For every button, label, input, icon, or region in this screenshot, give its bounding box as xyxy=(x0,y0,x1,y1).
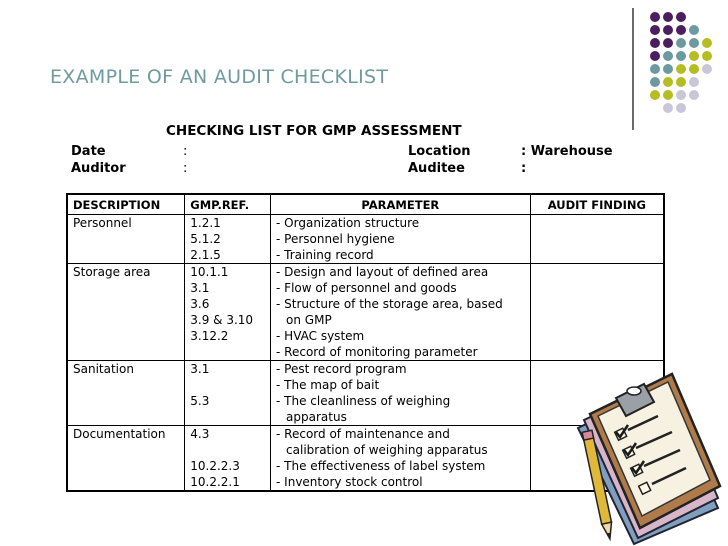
gmp-ref: 3.12.2 xyxy=(190,329,229,343)
decorative-dot xyxy=(650,12,660,22)
auditor-label: Auditor xyxy=(71,161,126,176)
parameter-item-continuation: on GMP xyxy=(286,313,332,327)
decorative-dot xyxy=(676,38,686,48)
decorative-dot xyxy=(689,25,699,35)
decorative-dot xyxy=(702,64,712,74)
parameter-item-continuation: apparatus xyxy=(286,410,347,424)
description-text: Storage area xyxy=(73,265,151,279)
gmp-ref: 1.2.1 xyxy=(190,216,221,230)
decorative-dot xyxy=(650,38,660,48)
decorative-dot xyxy=(663,38,673,48)
description-cell xyxy=(67,264,185,361)
column-header-gmp-ref: GMP.REF. xyxy=(185,194,271,215)
gmp-ref: 3.1 xyxy=(190,281,210,295)
decorative-dot xyxy=(676,25,686,35)
parameter-item: - Flow of personnel and goods xyxy=(276,281,457,295)
gmp-ref: 10.1.1 xyxy=(190,265,229,279)
parameter-item: - Record of monitoring parameter xyxy=(276,345,478,359)
parameter-item: - Training record xyxy=(276,248,374,262)
auditor-colon: : xyxy=(183,161,188,176)
clipboard-checklist-pencil-icon xyxy=(568,358,728,546)
location-value: : Warehouse xyxy=(521,144,613,159)
decorative-dot xyxy=(702,38,712,48)
gmp-ref xyxy=(190,409,265,425)
description-cell xyxy=(67,426,185,492)
decorative-dot xyxy=(663,51,673,61)
parameter-item: - Pest record program xyxy=(276,362,407,376)
parameter-item-continuation: calibration of weighing apparatus xyxy=(286,443,488,457)
gmp-ref: 10.2.2.3 xyxy=(190,459,240,473)
gmp-ref-cell xyxy=(185,215,271,264)
decorative-dot xyxy=(676,77,686,87)
auditee-label: Auditee xyxy=(408,161,465,176)
gmp-ref xyxy=(190,377,265,393)
decorative-dot xyxy=(650,64,660,74)
decorative-dot xyxy=(676,103,686,113)
parameter-item: - The effectiveness of label system xyxy=(276,459,486,473)
audit-finding-cell[interactable] xyxy=(530,215,664,264)
parameter-item: - The map of bait xyxy=(276,378,380,392)
decorative-dot xyxy=(663,103,673,113)
parameter-cell xyxy=(271,215,531,264)
gmp-ref: 5.1.2 xyxy=(190,232,221,246)
gmp-ref-cell xyxy=(185,264,271,361)
title-divider-line xyxy=(632,8,634,130)
decorative-dot xyxy=(676,90,686,100)
parameter-item: - Structure of the storage area, based xyxy=(276,297,503,311)
decorative-dot xyxy=(663,90,673,100)
description-cell xyxy=(67,361,185,426)
decorative-dot xyxy=(689,77,699,87)
decorative-dot xyxy=(702,51,712,61)
table-row xyxy=(67,215,664,264)
slide-title: EXAMPLE OF AN AUDIT CHECKLIST xyxy=(50,66,389,88)
parameter-item: - HVAC system xyxy=(276,329,365,343)
parameter-item: - The cleanliness of weighing xyxy=(276,394,451,408)
column-header-description: DESCRIPTION xyxy=(67,194,185,215)
decorative-dot xyxy=(676,51,686,61)
gmp-ref-cell xyxy=(185,426,271,492)
date-colon: : xyxy=(183,144,188,159)
decorative-dot-grid xyxy=(648,8,728,128)
audit-finding-cell[interactable] xyxy=(530,264,664,361)
parameter-item: - Record of maintenance and xyxy=(276,427,450,441)
description-cell xyxy=(67,215,185,264)
description-text: Sanitation xyxy=(73,362,134,376)
gmp-ref: 3.6 xyxy=(190,297,210,311)
column-header-parameter: PARAMETER xyxy=(271,194,531,215)
decorative-dot xyxy=(663,77,673,87)
gmp-ref-cell xyxy=(185,361,271,426)
parameter-cell xyxy=(271,264,531,361)
decorative-dot xyxy=(650,77,660,87)
parameter-item: - Personnel hygiene xyxy=(276,232,395,246)
decorative-dot xyxy=(689,90,699,100)
description-text: Documentation xyxy=(73,427,166,441)
gmp-ref: 4.3 xyxy=(190,427,210,441)
auditee-value: : xyxy=(521,161,527,176)
gmp-ref: 2.1.5 xyxy=(190,248,221,262)
date-label: Date xyxy=(71,144,106,159)
description-text: Personnel xyxy=(73,216,132,230)
decorative-dot xyxy=(663,12,673,22)
decorative-dot xyxy=(650,51,660,61)
decorative-dot xyxy=(663,64,673,74)
decorative-dot xyxy=(689,38,699,48)
table-row xyxy=(67,264,664,361)
decorative-dot xyxy=(650,25,660,35)
checklist-heading: CHECKING LIST FOR GMP ASSESSMENT xyxy=(166,123,462,139)
gmp-ref: 5.3 xyxy=(190,394,210,408)
decorative-dot xyxy=(650,90,660,100)
location-label: Location xyxy=(408,144,471,159)
gmp-ref: 10.2.2.1 xyxy=(190,475,240,489)
parameter-cell xyxy=(271,361,531,426)
parameter-item: - Inventory stock control xyxy=(276,475,423,489)
parameter-item: - Design and layout of defined area xyxy=(276,265,489,279)
parameter-cell xyxy=(271,426,531,492)
decorative-dot xyxy=(689,64,699,74)
gmp-ref: 3.1 xyxy=(190,362,210,376)
decorative-dot xyxy=(689,51,699,61)
gmp-ref: 3.9 & 3.10 xyxy=(190,313,254,327)
table-header-row xyxy=(67,194,664,215)
gmp-ref xyxy=(190,344,265,360)
decorative-dot xyxy=(663,25,673,35)
decorative-dot xyxy=(676,64,686,74)
parameter-item: - Organization structure xyxy=(276,216,420,230)
column-header-audit-finding: AUDIT FINDING xyxy=(530,194,664,215)
decorative-dot xyxy=(676,12,686,22)
gmp-ref xyxy=(190,442,265,458)
